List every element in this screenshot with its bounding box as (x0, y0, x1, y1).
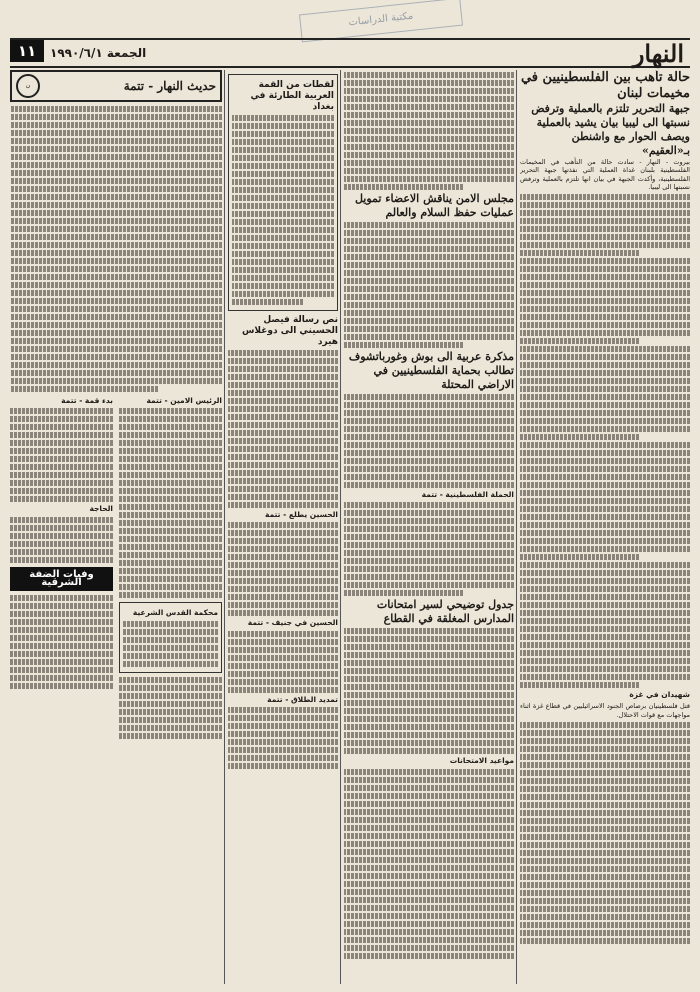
subheading: الحاجة (89, 504, 113, 514)
main-deck: جبهة التحرير تلتزم بالعملية وترفض نسبتها الى ليبيا بيان يشيد بالعملية ويصف الحوار مع واشنطن بـ«العقيم» (531, 102, 690, 157)
column-summit (228, 70, 338, 984)
main-headline: حالة تأهب بين الفلسطينيين في مخيمات لبنان (520, 70, 690, 101)
column-commentary (10, 70, 222, 984)
page-number: ١١ (10, 40, 44, 62)
memo-headline: مذكرة عربية الى بوش وغورباتشوف تطالب بحماية الفلسطينيين في الاراضي المحتلة (348, 350, 514, 391)
summit-title: لقطات من القمة العربية الطارئة في بغداد (250, 80, 334, 112)
subheading: الحسين يطلع - تتمة (265, 510, 338, 519)
subheading: مواعيد الامتحانات (449, 756, 514, 766)
column-rule (224, 70, 225, 984)
subheading: بدء قمة - تتمة (61, 396, 113, 405)
newspaper-logo-icon: ن (16, 74, 40, 98)
article-body: قتل فلسطينيان برصاص الجنود الاسرائيليين في قطاع غزة اثناء مواجهات مع قوات الاحتلال. (520, 702, 690, 719)
column-lebanon (520, 70, 690, 984)
court-notice (119, 602, 222, 672)
subheading: الرئيس الامين - تتمة (146, 396, 222, 405)
masthead-title: النهار (632, 38, 684, 68)
summit-box (228, 74, 338, 311)
exams-headline: جدول توضيحي لسير امتحانات المدارس المغلقة في القطاع (376, 598, 514, 626)
obituaries-header: وفيات الضفة الشرقية (10, 567, 113, 592)
column-rule (340, 70, 341, 984)
column-header (10, 70, 222, 102)
subheading: الحسين في جنيف - تتمة (247, 618, 338, 628)
notice-title: محكمة القدس الشرعية (132, 608, 218, 618)
un-headline: مجلس الامن يناقش الاعضاء تمويل عمليات حفظ السلام والعالم (354, 192, 514, 219)
letter-headline: نص رسالة فيصل الحسيني الى دوغلاس هيرد (241, 315, 338, 347)
subheading: الحملة الفلسطينية - تتمة (421, 490, 514, 499)
column-un (344, 70, 514, 984)
article-body: بيروت - النهار - سادت حالة من التأهب في المخيمات الفلسطينية بلبنان غداة العملية التي نفذتها جبهة التحرير الفلسطينية، وأكدت الجبهة في بيان انها تلتزم بالعملية وترفض نسبتها الى ليبيا. (520, 158, 690, 191)
column-rule (516, 70, 517, 984)
issue-date: الجمعة ١٩٩٠/٦/١ (50, 46, 147, 60)
subheading: شهيدان في غزة (629, 690, 690, 700)
masthead-bar (10, 38, 690, 68)
column-title: حديث النهار - تتمة (123, 78, 216, 93)
subheading: تمديد الطلاق - تتمة (267, 694, 338, 704)
library-stamp: مكتبة الدراسات (299, 0, 463, 42)
